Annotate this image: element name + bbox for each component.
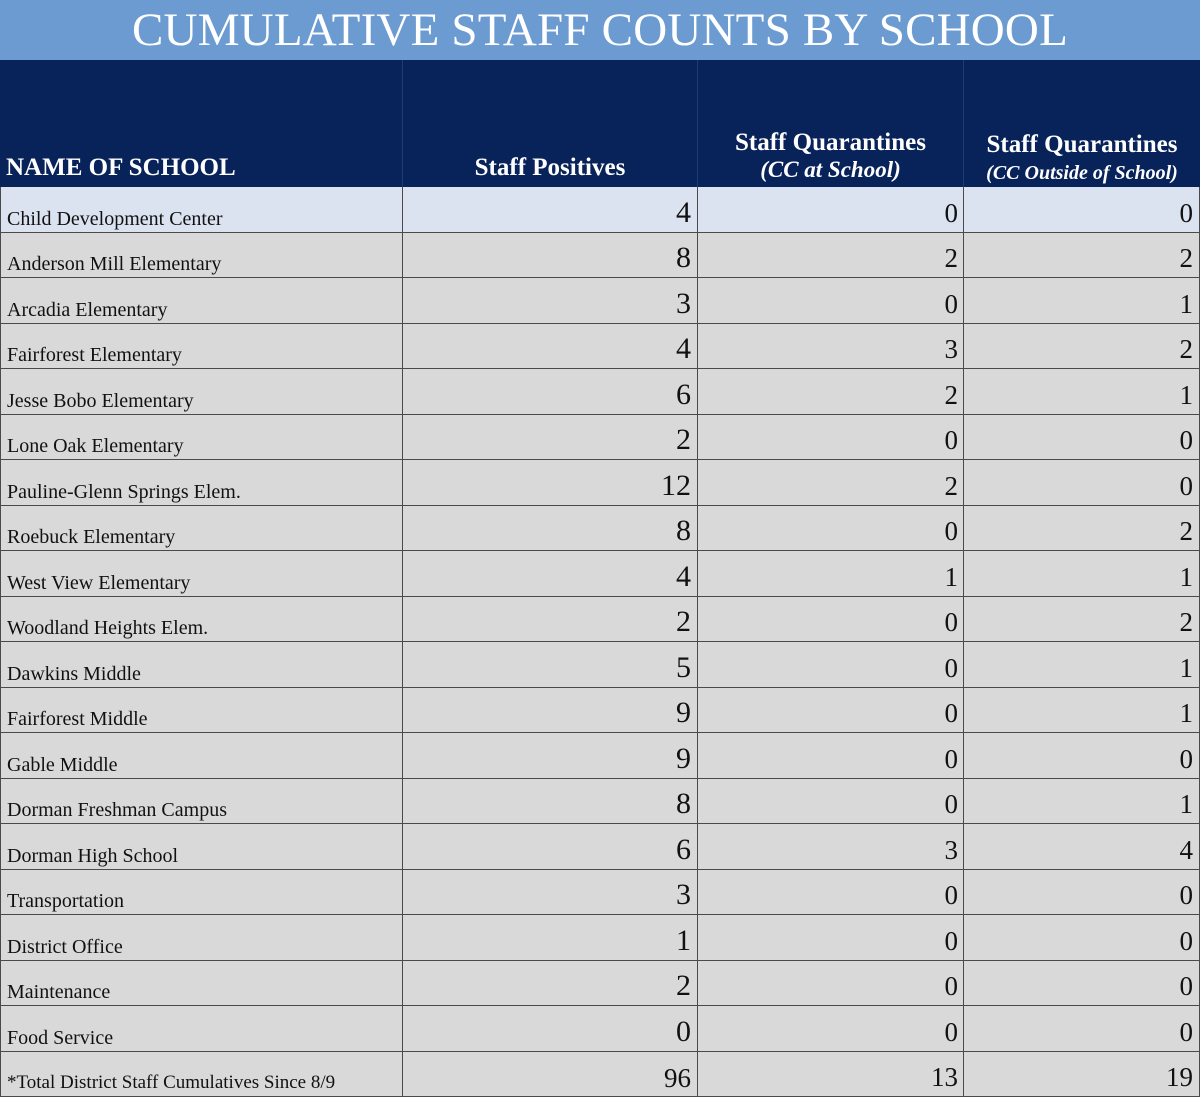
quarantines-school-value: 0 (697, 187, 963, 232)
table-row (0, 415, 1200, 461)
staff-positives-value: 4 (402, 187, 697, 232)
school-name: Dorman High School (0, 824, 402, 869)
table-row (0, 779, 1200, 825)
table-row (0, 597, 1200, 643)
school-name: Lone Oak Elementary (0, 415, 402, 460)
staff-positives-value: 8 (402, 506, 697, 551)
table-row (0, 688, 1200, 734)
staff-positives-value: 2 (402, 961, 697, 1006)
header-quarantines-outside-school (963, 60, 1200, 187)
table-row (0, 460, 1200, 506)
quarantines-school-value: 0 (697, 688, 963, 733)
quarantines-outside-value: 0 (963, 915, 1200, 960)
header-quarantines-at-school-sub: (CC at School) (760, 157, 901, 182)
staff-positives-value: 3 (402, 870, 697, 915)
staff-positives-value: 3 (402, 278, 697, 323)
table-row (0, 551, 1200, 597)
quarantines-outside-value: 1 (963, 688, 1200, 733)
quarantines-school-value: 3 (697, 824, 963, 869)
school-name: Fairforest Elementary (0, 324, 402, 369)
school-name: Transportation (0, 870, 402, 915)
school-name: Roebuck Elementary (0, 506, 402, 551)
total-quarantines-outside: 19 (963, 1052, 1200, 1097)
quarantines-school-value: 2 (697, 460, 963, 505)
total-staff-positives: 96 (402, 1052, 697, 1097)
quarantines-school-value: 0 (697, 1006, 963, 1051)
quarantines-outside-value: 0 (963, 460, 1200, 505)
school-name: West View Elementary (0, 551, 402, 596)
table-row (0, 824, 1200, 870)
quarantines-school-value: 0 (697, 733, 963, 778)
school-name: Dawkins Middle (0, 642, 402, 687)
header-school (0, 60, 402, 187)
staff-positives-value: 6 (402, 369, 697, 414)
table-row (0, 870, 1200, 916)
quarantines-school-value: 0 (697, 870, 963, 915)
quarantines-school-value: 0 (697, 779, 963, 824)
staff-positives-value: 8 (402, 779, 697, 824)
quarantines-school-value: 0 (697, 506, 963, 551)
quarantines-outside-value: 1 (963, 642, 1200, 687)
staff-positives-value: 5 (402, 642, 697, 687)
table-row (0, 915, 1200, 961)
table-row (0, 733, 1200, 779)
quarantines-outside-value: 2 (963, 597, 1200, 642)
staff-positives-value: 2 (402, 415, 697, 460)
quarantines-outside-value: 2 (963, 233, 1200, 278)
quarantines-outside-value: 4 (963, 824, 1200, 869)
table-row (0, 324, 1200, 370)
quarantines-outside-value: 0 (963, 187, 1200, 232)
total-label: *Total District Staff Cumulatives Since 8/9 (0, 1052, 402, 1097)
table-row (0, 369, 1200, 415)
quarantines-outside-value: 1 (963, 779, 1200, 824)
quarantines-school-value: 0 (697, 915, 963, 960)
quarantines-outside-value: 0 (963, 733, 1200, 778)
quarantines-school-value: 0 (697, 597, 963, 642)
school-name: Pauline-Glenn Springs Elem. (0, 460, 402, 505)
school-name: Food Service (0, 1006, 402, 1051)
school-name: Woodland Heights Elem. (0, 597, 402, 642)
quarantines-school-value: 0 (697, 415, 963, 460)
quarantines-outside-value: 2 (963, 324, 1200, 369)
table-body (0, 187, 1200, 1097)
table-header (0, 60, 1200, 187)
staff-positives-value: 8 (402, 233, 697, 278)
staff-positives-value: 9 (402, 733, 697, 778)
school-name: Child Development Center (0, 187, 402, 232)
quarantines-outside-value: 0 (963, 1006, 1200, 1051)
quarantines-outside-value: 0 (963, 870, 1200, 915)
table-row (0, 506, 1200, 552)
school-name: Fairforest Middle (0, 688, 402, 733)
header-quarantines-outside-sub: (CC Outside of School) (986, 162, 1178, 184)
staff-positives-value: 2 (402, 597, 697, 642)
staff-positives-value: 0 (402, 1006, 697, 1051)
quarantines-school-value: 3 (697, 324, 963, 369)
table-row (0, 961, 1200, 1007)
school-name: Maintenance (0, 961, 402, 1006)
school-name: Dorman Freshman Campus (0, 779, 402, 824)
quarantines-school-value: 0 (697, 961, 963, 1006)
school-name: Anderson Mill Elementary (0, 233, 402, 278)
header-quarantines-outside-main: Staff Quarantines (986, 131, 1178, 158)
header-quarantines-at-school (697, 60, 963, 187)
quarantines-outside-value: 1 (963, 278, 1200, 323)
table-row (0, 1006, 1200, 1052)
staff-positives-value: 12 (402, 460, 697, 505)
page-title: CUMULATIVE STAFF COUNTS BY SCHOOL (0, 0, 1200, 60)
header-staff-positives (402, 60, 697, 187)
school-name: Gable Middle (0, 733, 402, 778)
quarantines-outside-value: 0 (963, 961, 1200, 1006)
quarantines-school-value: 1 (697, 551, 963, 596)
staff-positives-value: 6 (402, 824, 697, 869)
quarantines-outside-value: 0 (963, 415, 1200, 460)
quarantines-school-value: 0 (697, 642, 963, 687)
table-row (0, 233, 1200, 279)
staff-positives-value: 9 (402, 688, 697, 733)
table-row (0, 278, 1200, 324)
total-quarantines-school: 13 (697, 1052, 963, 1097)
school-name: District Office (0, 915, 402, 960)
staff-positives-value: 4 (402, 551, 697, 596)
quarantines-outside-value: 1 (963, 551, 1200, 596)
staff-positives-value: 4 (402, 324, 697, 369)
quarantines-school-value: 0 (697, 278, 963, 323)
header-school-label: NAME OF SCHOOL (6, 154, 236, 181)
header-quarantines-at-school-main: Staff Quarantines (735, 129, 926, 156)
school-name: Arcadia Elementary (0, 278, 402, 323)
header-staff-positives-label: Staff Positives (474, 154, 626, 181)
quarantines-outside-value: 2 (963, 506, 1200, 551)
quarantines-school-value: 2 (697, 233, 963, 278)
table-row (0, 187, 1200, 233)
total-row (0, 1052, 1200, 1098)
school-name: Jesse Bobo Elementary (0, 369, 402, 414)
quarantines-school-value: 2 (697, 369, 963, 414)
table-row (0, 642, 1200, 688)
staff-positives-value: 1 (402, 915, 697, 960)
quarantines-outside-value: 1 (963, 369, 1200, 414)
